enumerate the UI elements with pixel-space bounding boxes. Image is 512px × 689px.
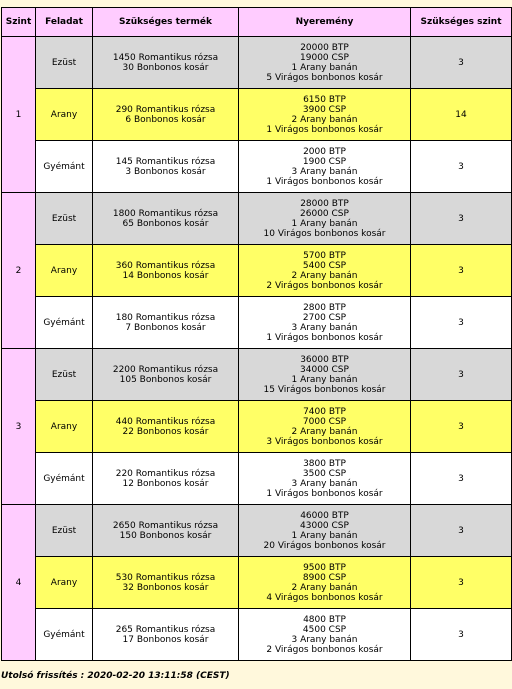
reward-line: 7400 BTP [303, 406, 346, 417]
reward-line: 46000 BTP [300, 510, 349, 521]
required-level-cell: 3 [411, 453, 512, 505]
reward-line: 3 Arany banán [291, 322, 358, 333]
required-product-line: 105 Bonbonos kosár [119, 374, 212, 385]
level-cell: 3 [2, 349, 36, 505]
reward-line: 2 Virágos bonbonos kosár [266, 280, 383, 291]
required-level-cell: 3 [411, 609, 512, 661]
reward-line: 36000 BTP [300, 354, 349, 365]
reward-line: 3900 CSP [302, 104, 347, 115]
required-product-cell [93, 557, 239, 609]
reward-line: 1 Arany banán [291, 374, 358, 385]
task-cell: Ezüst [36, 505, 93, 557]
required-product-cell [93, 37, 239, 89]
task-cell: Ezüst [36, 193, 93, 245]
required-product-line: 32 Bonbonos kosár [122, 582, 209, 593]
required-product-cell [93, 297, 239, 349]
level-cell: 2 [2, 193, 36, 349]
reward-line: 7000 CSP [302, 416, 347, 427]
last-updated-footer: Utolsó frissítés : 2020-02-20 13:11:58 (CEST) [1, 671, 230, 681]
required-product-line: 7 Bonbonos kosár [125, 322, 206, 333]
required-product-line: 440 Romantikus rózsa [115, 416, 216, 427]
reward-line: 34000 CSP [300, 364, 349, 375]
reward-cell [239, 245, 411, 297]
reward-cell [239, 297, 411, 349]
reward-line: 5 Virágos bonbonos kosár [266, 72, 383, 83]
table-row [2, 297, 512, 349]
reward-line: 6150 BTP [303, 94, 346, 105]
reward-line: 2800 BTP [303, 302, 346, 313]
reward-line: 1 Arany banán [291, 530, 358, 541]
required-product-line: 22 Bonbonos kosár [122, 426, 209, 437]
required-product-cell [93, 505, 239, 557]
reward-line: 9500 BTP [303, 562, 346, 573]
reward-line: 26000 CSP [300, 208, 349, 219]
header-reward: Nyeremény [239, 8, 411, 37]
reward-cell [239, 89, 411, 141]
required-level-cell: 14 [411, 89, 512, 141]
reward-cell [239, 453, 411, 505]
required-level-cell: 3 [411, 141, 512, 193]
header-task: Feladat [36, 8, 93, 37]
required-level-cell: 3 [411, 401, 512, 453]
reward-cell [239, 193, 411, 245]
reward-line: 2700 CSP [302, 312, 347, 323]
required-product-line: 12 Bonbonos kosár [122, 478, 209, 489]
required-level-cell: 3 [411, 245, 512, 297]
required-product-line: 17 Bonbonos kosár [122, 634, 209, 645]
required-product-cell [93, 609, 239, 661]
reward-line: 4 Virágos bonbonos kosár [266, 592, 383, 603]
reward-cell [239, 401, 411, 453]
required-product-cell [93, 193, 239, 245]
required-product-line: 290 Romantikus rózsa [115, 104, 216, 115]
task-cell: Gyémánt [36, 609, 93, 661]
required-product-line: 65 Bonbonos kosár [122, 218, 209, 229]
required-product-line: 530 Romantikus rózsa [115, 572, 216, 583]
reward-line: 8900 CSP [302, 572, 347, 583]
reward-cell [239, 37, 411, 89]
reward-line: 3 Arany banán [291, 634, 358, 645]
required-level-cell: 3 [411, 505, 512, 557]
required-product-line: 1800 Romantikus rózsa [112, 208, 219, 219]
required-product-line: 360 Romantikus rózsa [115, 260, 216, 271]
table-row [2, 505, 512, 557]
reward-cell [239, 609, 411, 661]
required-level-cell: 3 [411, 297, 512, 349]
task-cell: Ezüst [36, 37, 93, 89]
reward-line: 2 Arany banán [291, 426, 358, 437]
reward-line: 1 Arany banán [291, 62, 358, 73]
required-product-line: 6 Bonbonos kosár [125, 114, 206, 125]
task-cell: Gyémánt [36, 141, 93, 193]
task-cell: Gyémánt [36, 297, 93, 349]
table-row [2, 557, 512, 609]
reward-line: 28000 BTP [300, 198, 349, 209]
reward-line: 1 Arany banán [291, 218, 358, 229]
required-product-line: 30 Bonbonos kosár [122, 62, 209, 73]
reward-line: 4500 CSP [302, 624, 347, 635]
reward-line: 3800 BTP [303, 458, 346, 469]
rewards-table [1, 7, 512, 661]
required-product-line: 145 Romantikus rózsa [115, 156, 216, 167]
reward-line: 4800 BTP [303, 614, 346, 625]
table-row [2, 245, 512, 297]
reward-line: 1900 CSP [302, 156, 347, 167]
table-row [2, 453, 512, 505]
task-cell: Gyémánt [36, 453, 93, 505]
required-product-line: 180 Romantikus rózsa [115, 312, 216, 323]
reward-line: 2 Arany banán [291, 114, 358, 125]
reward-line: 2 Virágos bonbonos kosár [266, 644, 383, 655]
table-row [2, 401, 512, 453]
reward-line: 20 Virágos bonbonos kosár [263, 540, 386, 551]
required-product-line: 220 Romantikus rózsa [115, 468, 216, 479]
task-cell: Arany [36, 245, 93, 297]
table-body [2, 37, 512, 661]
reward-line: 5400 CSP [302, 260, 347, 271]
required-product-line: 2200 Romantikus rózsa [112, 364, 219, 375]
reward-cell [239, 505, 411, 557]
required-product-cell [93, 245, 239, 297]
reward-line: 1 Virágos bonbonos kosár [266, 176, 383, 187]
task-cell: Ezüst [36, 349, 93, 401]
required-product-line: 265 Romantikus rózsa [115, 624, 216, 635]
required-product-cell [93, 349, 239, 401]
reward-line: 2 Arany banán [291, 270, 358, 281]
required-product-cell [93, 401, 239, 453]
reward-line: 3 Virágos bonbonos kosár [266, 436, 383, 447]
required-level-cell: 3 [411, 37, 512, 89]
task-cell: Arany [36, 89, 93, 141]
required-product-line: 14 Bonbonos kosár [122, 270, 209, 281]
table-row [2, 141, 512, 193]
reward-cell [239, 349, 411, 401]
reward-line: 2 Arany banán [291, 582, 358, 593]
required-product-cell [93, 89, 239, 141]
required-product-cell [93, 141, 239, 193]
task-cell: Arany [36, 401, 93, 453]
reward-line: 43000 CSP [300, 520, 349, 531]
required-level-cell: 3 [411, 557, 512, 609]
table-row [2, 349, 512, 401]
reward-line: 3500 CSP [302, 468, 347, 479]
reward-line: 1 Virágos bonbonos kosár [266, 332, 383, 343]
task-cell: Arany [36, 557, 93, 609]
level-cell: 1 [2, 37, 36, 193]
level-cell: 4 [2, 505, 36, 661]
reward-line: 20000 BTP [300, 42, 349, 53]
header-row [2, 8, 512, 37]
header-required-product: Szükséges termék [93, 8, 239, 37]
required-product-line: 2650 Romantikus rózsa [112, 520, 219, 531]
table-row [2, 609, 512, 661]
reward-line: 10 Virágos bonbonos kosár [263, 228, 386, 239]
required-product-line: 1450 Romantikus rózsa [112, 52, 219, 63]
reward-cell [239, 141, 411, 193]
reward-line: 3 Arany banán [291, 166, 358, 177]
reward-line: 19000 CSP [300, 52, 349, 63]
table-row [2, 89, 512, 141]
required-product-line: 150 Bonbonos kosár [119, 530, 212, 541]
required-level-cell: 3 [411, 349, 512, 401]
reward-line: 3 Arany banán [291, 478, 358, 489]
reward-line: 2000 BTP [303, 146, 346, 157]
table-row [2, 37, 512, 89]
reward-line: 15 Virágos bonbonos kosár [263, 384, 386, 395]
required-product-line: 3 Bonbonos kosár [125, 166, 206, 177]
reward-cell [239, 557, 411, 609]
header-level: Szint [2, 8, 36, 37]
required-level-cell: 3 [411, 193, 512, 245]
reward-line: 1 Virágos bonbonos kosár [266, 124, 383, 135]
reward-line: 1 Virágos bonbonos kosár [266, 488, 383, 499]
header-required-level: Szükséges szint [411, 8, 512, 37]
reward-line: 5700 BTP [303, 250, 346, 261]
required-product-cell [93, 453, 239, 505]
table-row [2, 193, 512, 245]
